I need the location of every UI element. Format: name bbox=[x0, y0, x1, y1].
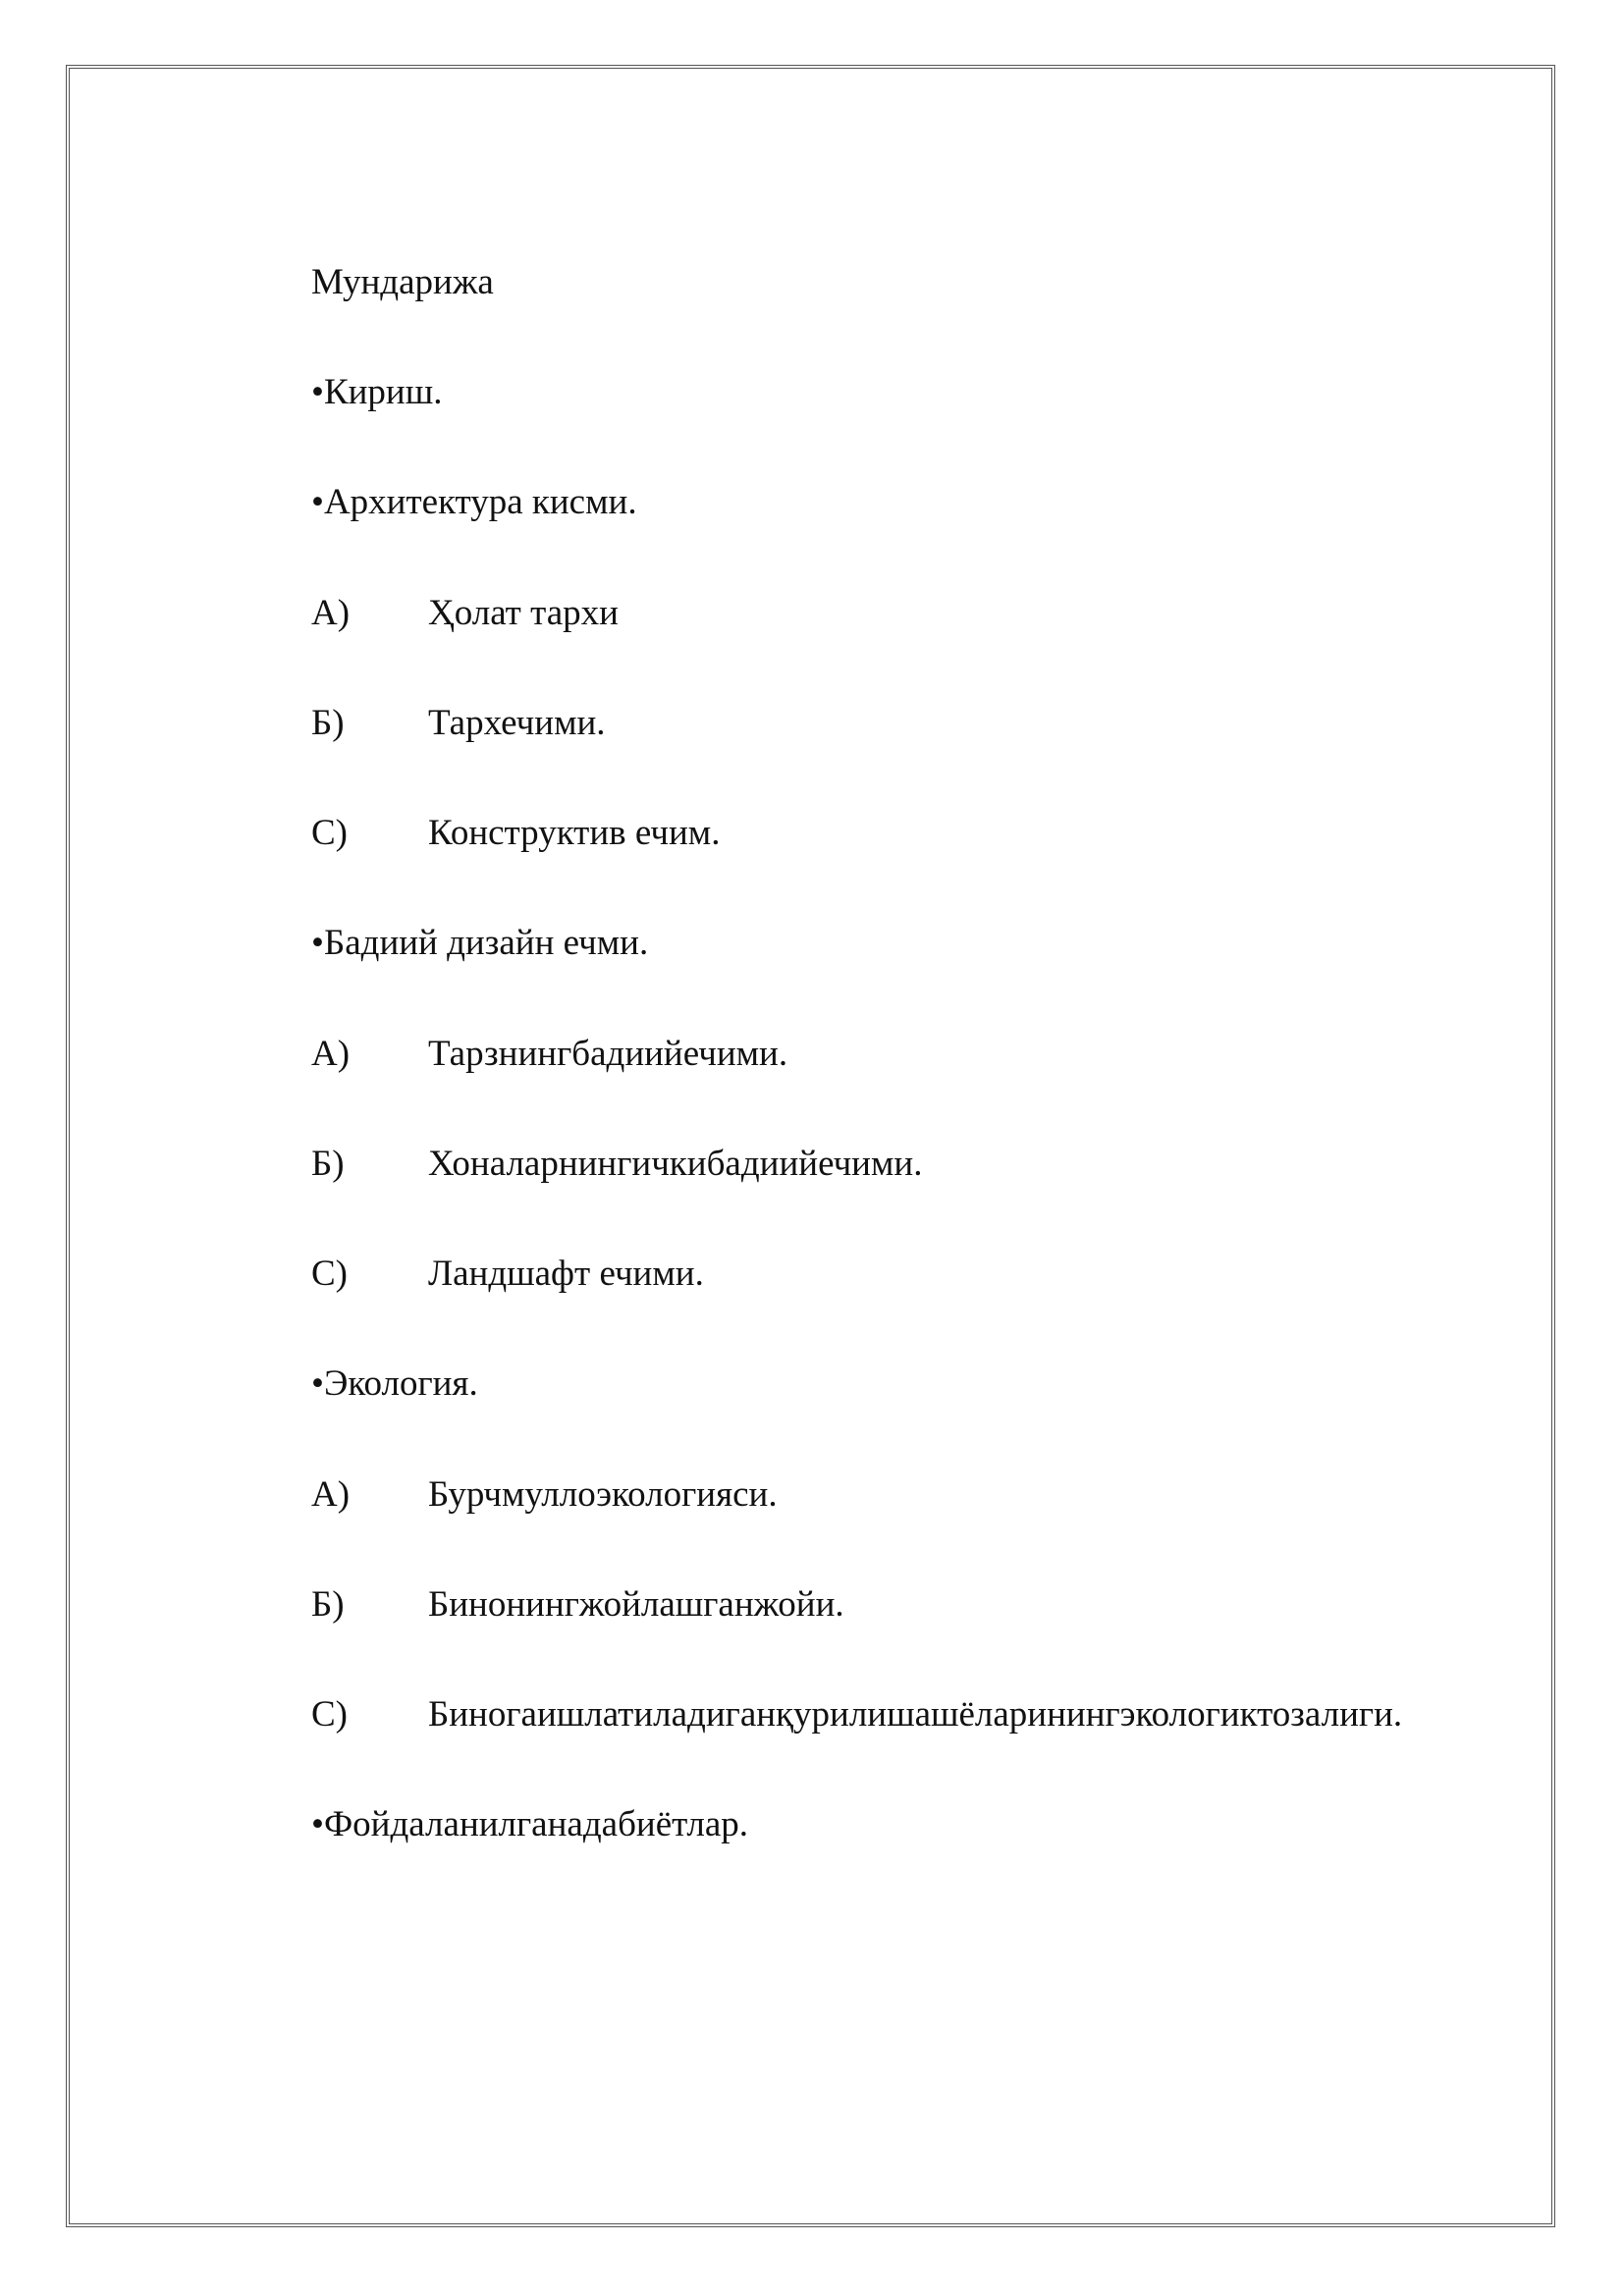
toc-entry-text: Тархечими. bbox=[428, 703, 606, 743]
toc-entry bbox=[311, 702, 606, 745]
toc-entry-marker: Б) bbox=[311, 703, 345, 743]
toc-entry-text: •Фойдаланилганадабиётлар. bbox=[311, 1804, 749, 1844]
toc-entry-marker: А) bbox=[311, 1034, 351, 1074]
toc-entry-text: Биногаишлатиладиганқурилишашёларинингэкологиктозалиги. bbox=[428, 1694, 1403, 1735]
toc-entry-marker: А) bbox=[311, 1474, 351, 1515]
toc-entry-text: Ҳолат тархи bbox=[428, 593, 619, 633]
toc-entry-text: Тарзнингбадиийечими. bbox=[428, 1034, 788, 1074]
toc-entry bbox=[311, 1143, 922, 1186]
toc-entry bbox=[311, 1583, 844, 1627]
toc-entry bbox=[311, 1473, 778, 1517]
toc-entry-text: Бинонингжойлашганжойи. bbox=[428, 1584, 844, 1625]
toc-entry bbox=[311, 1362, 478, 1406]
toc-entry-text: Хоналарнингичкибадиийечими. bbox=[428, 1144, 923, 1184]
toc-title: Мундарижа bbox=[311, 262, 494, 302]
toc-entry-text: •Бадиий дизайн ечми. bbox=[311, 923, 649, 963]
toc-entry-marker: С) bbox=[311, 813, 348, 853]
toc-entry bbox=[311, 1803, 748, 1846]
toc-entry bbox=[311, 481, 637, 524]
toc-entry-text: •Кириш. bbox=[311, 372, 443, 412]
toc-entry bbox=[311, 1253, 704, 1296]
toc-entry bbox=[311, 371, 442, 414]
toc-entry bbox=[311, 922, 648, 965]
toc-entry-text: Бурчмуллоэкологияси. bbox=[428, 1474, 778, 1515]
toc-entry-text: •Архитектура кисми. bbox=[311, 482, 637, 522]
toc-entry-marker: Б) bbox=[311, 1144, 345, 1184]
toc-entry-text: Ландшафт ечими. bbox=[428, 1254, 704, 1294]
toc-entry bbox=[311, 1033, 787, 1076]
toc-entry-marker: С) bbox=[311, 1694, 348, 1735]
toc-entry-marker: А) bbox=[311, 593, 351, 633]
toc-entry-marker: С) bbox=[311, 1254, 348, 1294]
toc-entry bbox=[311, 1693, 1402, 1736]
toc-entry-text: •Экология. bbox=[311, 1363, 478, 1404]
toc-entry bbox=[311, 812, 720, 855]
toc-entry bbox=[311, 592, 619, 635]
toc-entry-text: Конструктив ечим. bbox=[428, 813, 721, 853]
toc-entry-marker: Б) bbox=[311, 1584, 345, 1625]
